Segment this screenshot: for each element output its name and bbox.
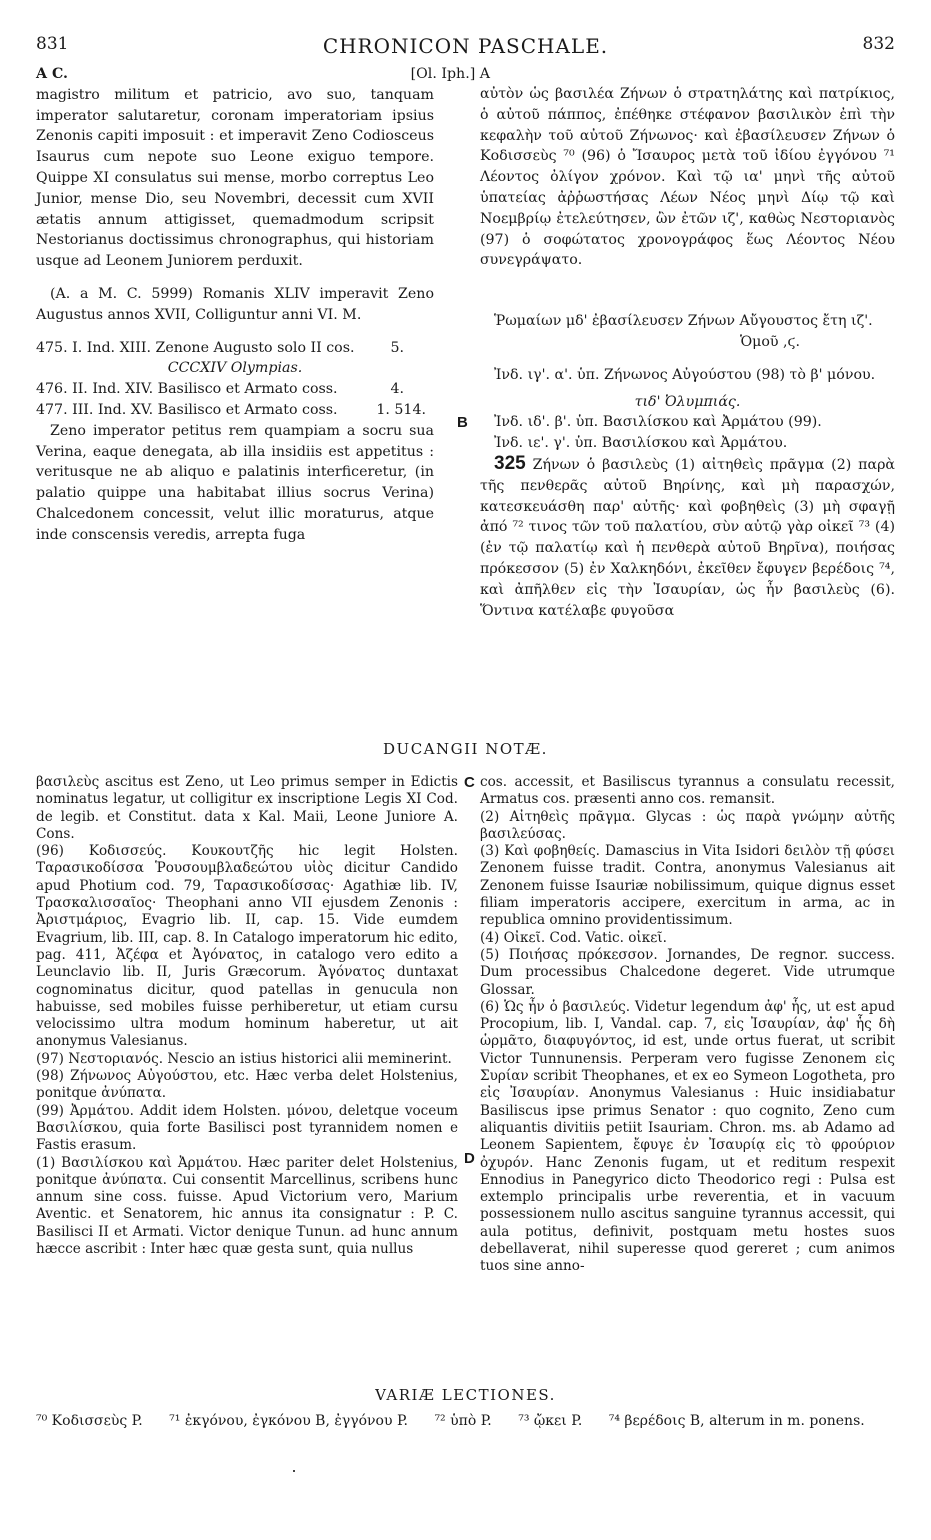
variant-reading: ⁷² ὑπὸ P. [434, 1413, 492, 1429]
latin-entry-2 [36, 379, 434, 400]
column-tag-olympiad: [Ol. Iph.] A [410, 66, 490, 82]
latin-entry-1 [36, 338, 434, 359]
note-paragraph: (6) Ὡς ἦν ὁ βασιλεύς. Videtur legendum ἀφ' ἧς, ut est apud Procopium, lib. I, Vandal. cap. 7, εἰς Ἰσαυρίαν, ἀφ' ἧς δὴ ὡρμᾶτο, διαφυγόντος, id est, unde ortus fuerat, ut scribit Victor Tunnunensis. Perperam vero fugisse Zenonem εἰς Συρίαν scribit Theophanes, et ex eo Symeon Logotheta, pro εἰς Ἰσαυρίαν. Anonymus Valesianus : Huic insidiabatur Basiliscus ipse primus Senator : quo cognito, Zeno cum aliquantis divitiis petiit Isauriam. Chron. ms. ab Adamo ad Leonem Sapientem, ἔφυγε ἐν Ἰσαυρίᾳ εἰς τὸ φρούριον ὀχυρόν. Hanc Zenonis fugam, ut et reditum respexit Ennodius in Panegyrico dicto Theodorico regi : Pulsa est extemplo principalis urbe reverentia, et in vacuum possessionem nullo ascitus sanguine tyrannus accessit, qui aula potitus, definivit, postquam metu hostes suos debellaverat, nihil superesse quod gereret ; cum animos tuos sine anno- [480, 998, 895, 1275]
margin-marker-b: B [457, 414, 468, 431]
greek-paragraph-3 [480, 454, 895, 621]
greek-paragraph-1: αὐτὸν ὡς βασιλέα Ζήνων ὁ στρατηλάτης καὶ πατρίκιος, ὁ αὐτοῦ πάππος, ἐπέθηκε στέφανον βασιλικὸν ἐπὶ τὴν κεφαλὴν τοῦ αὐτοῦ Ζήνωνος· καὶ ἐβασίλευσεν Ζήνων ὁ Κοδισσεὺς ⁷⁰ (96) ὁ Ἴσαυρος μετὰ τοῦ ἰδίου ἐγγόνου ⁷¹ Λέοντος ὀλίγον χρόνον. Καὶ τῷ ια' μηνὶ τῆς αὐτοῦ ὑπατείας ἀῤῥωστήσας Λέων Νέος μηνὶ Δίῳ τῷ καὶ Νοεμβρίῳ ἐτελεύτησεν, ὢν ἐτῶν ιζ', καθὼς Νεστοριανὸς (97) ὁ σοφώτατος χρονογράφος ἕως Λέοντος Νέου συνεγράψατο. [480, 86, 895, 269]
page-number-right: 832 [862, 34, 895, 54]
print-speck [293, 1470, 295, 1472]
note-paragraph: (1) Βασιλίσκου καὶ Ἀρμάτου. Hæc pariter delet Holstenius, ponitque ἀνύπατα. Cui consentit Marcellinus, scribens hunc annum sine coss. fuisse. Apud Victorium vero, Marium Aventic. et Senatorem, hic annus ita consignatur : P. C. Basilisci II et Armati. Victor denique Tunun. ad hunc annum hæcce ascribit : Inter hæc quæ gesta sunt, quia nullus [36, 1154, 458, 1258]
running-header [36, 34, 895, 60]
variae-lectiones [36, 1412, 895, 1431]
ducangii-title: DUCANGII NOTÆ. [383, 740, 548, 758]
greek-olympias: τιδ' Ὀλυμπιάς. [634, 393, 741, 410]
greek-entry-2: Ἰνδ. ιδ'. β'. ὑπ. Βασιλίσκου καὶ Ἀρμάτου (99). [494, 414, 822, 431]
greek-paragraph-2: Ῥωμαίων μδ' ἐβασίλευσεν Ζήνων Αὔγουστος ἔτη ιζ'. [494, 313, 873, 330]
latin-entry-num: 4. [390, 381, 404, 398]
note-paragraph: (3) Καὶ φοβηθείς. Damascius in Vita Isidori δειλὸν τῇ φύσει Zenonem fuisse tradit. Contra, anonymus Valesianus ait Zenonem fuisse Isauriæ nobilissimum, quique dignus esset filiam imperatoris accipere, exercitum in arma, ac in republica omnino providentissimum. [480, 843, 895, 929]
note-paragraph: (99) Ἀρμάτου. Addit idem Holsten. μόνου, deletque voceum Βασιλίσκου, quia forte Basilisci post tyrannidem nomen e Fastis erasum. [36, 1102, 458, 1154]
margin-marker-c: C [464, 774, 475, 791]
latin-paragraph-1: magistro militum et patricio, avo suo, tanquam imperator salutaretur, coronam imperatoriam ipsius Zenonis capiti imposuit : et imperavit Zeno Codiosceus Isaurus cum nepote suo Leone exiguo tempore. Quippe XI consulatus sui mense, morbo correptus Leo Junior, mense Dio, seu Novembri, decessit cum XVII ætatis annum attigisset, quemadmodum scripsit Nestorianus doctissimus chronographus, qui historiam usque ad Leonem Juniorem perduxit. [36, 86, 434, 270]
notes-right-column [480, 774, 895, 1276]
column-tag-ac: A C. [36, 66, 68, 82]
greek-entry-1: Ἰνδ. ιγ'. α'. ὑπ. Ζήνωνος Αὐγούστου (98) τὸ β' μόνου. [494, 366, 876, 383]
column-tags [36, 64, 490, 85]
latin-entry-num: 1. 514. [376, 401, 426, 418]
note-paragraph: (2) Αἰτηθεὶς πρᾶγμα. Glycas : ὡς παρὰ γνώμην αὐτῆς βασιλεύσας. [480, 808, 895, 842]
variant-reading: ⁷⁴ βερέδοις B, alterum in m. ponens. [608, 1413, 865, 1429]
latin-entry-text: 477. III. Ind. XV. Basilisco et Armato coss. [36, 401, 338, 418]
latin-entry-text: 476. II. Ind. XIV. Basilisco et Armato coss. [36, 381, 338, 398]
note-paragraph: (4) Οἰκεῖ. Cod. Vatic. οἰκεῖ. [480, 929, 667, 946]
latin-entry-3 [36, 400, 434, 421]
variae-title: VARIÆ LECTIONES. [375, 1386, 556, 1404]
latin-paragraph-3: Zeno imperator petitus rem quampiam a socru sua Verina, eaque denegata, ab illa insidiis est appetitus : veritusque ne ab aliquo e palatinis interficeretur, (in palatio quippe una habitabat illius socrus Verina) Chalcedonem concessit, velut illic moraturus, atque inde conscensis veredis, arrepta fuga [36, 422, 434, 543]
note-paragraph: (97) Νεστοριανός. Nescio an istius historici alii meminerint. [36, 1050, 452, 1067]
note-paragraph: cos. accessit, et Basiliscus tyrannus a consulatu recessit, Armatus cos. præsenti anno cos. remansit. [480, 774, 895, 808]
greek-column [480, 64, 895, 621]
note-paragraph: (5) Ποιήσας πρόκεσσον. Jornandes, De regnor. success. Dum processibus Chalcedone degeret. Vide utrumque Glossar. [480, 946, 895, 998]
variant-reading: ⁷⁰ Κοδισσεὺς P. [36, 1413, 143, 1429]
note-paragraph: (96) Κοδισσεύς. Κουκουτζῆς hic legit Holsten. Ταρασικοδίσσα Ῥουσουμβλαδεώτου υἱὸς dicitur Candido apud Photium cod. 79, Ταρασικοδίσσας· Agathiæ lib. IV, Τρασκαλισσαῖος· Theophani anno VII ejusdem Zenonis : Ἀριστμάριος, Evagrio lib. II, cap. 15. Vide eumdem Evagrium, lib. III, cap. 8. In Catalogo imperatorum hic edito, pag. 411, Ἀζέφα et Ἀγόνατος, in catalogo vero edito a Leunclavio lib. II, Juris Græcorum. Ἀγόνατος duntaxat cognominatus dicitur, quod patellas in genucula non habuisse, sed mobiles fuisse perhiberetur, ut etiam cursu velocissimo ultra modum hominum haberetur, ut ait anonymus Valesianus. [36, 843, 458, 1050]
page-number-left: 831 [36, 34, 69, 54]
latin-olympias: CCCXIV Olympias. [167, 360, 303, 377]
greek-entry-3: Ἰνδ. ιε'. γ'. ὑπ. Βασιλίσκου καὶ Ἀρμάτου. [494, 435, 788, 452]
latin-column [36, 64, 490, 546]
running-title: CHRONICON PASCHALE. [322, 34, 609, 58]
latin-paragraph-2: (A. a M. C. 5999) Romanis XLIV imperavit Zeno Augustus annos XVII, Colliguntur anni VI. M. [36, 285, 434, 323]
greek-paragraph-3-text: Ζήνων ὁ βασιλεὺς (1) αἰτηθεὶς πρᾶγμα (2) παρὰ τῆς πενθερᾶς αὐτοῦ Βηρίνης, καὶ μὴ παρασχών, κατεσκευάσθη παρ' αὐτῆς· καὶ φοβηθεὶς (3) μὴ σφαγῇ ἀπό ⁷² τινος τῶν τοῦ παλατίου, σὺν αὐτῷ γὰρ οἰκεῖ ⁷³ (4) (ἐν τῷ παλατίῳ καὶ ἡ πενθερὰ αὐτοῦ Βηρῖνα), ποιήσας πρόκεσσον (5) ἐν Χαλκηδόνι, ἐκεῖθεν ἔφυγεν βερέδοις ⁷⁴, καὶ ἀπῆλθεν εἰς τὴν Ἰσαυρίαν, ὡς ἦν βασιλεὺς (6). Ὅντινα κατέλαβε φυγοῦσα [480, 456, 895, 619]
variant-reading: ⁷³ ᾤκει P. [518, 1413, 583, 1429]
note-paragraph: βασιλεὺς ascitus est Zeno, ut Leo primus semper in Edictis nominatus legatur, ut colligitur ex inscriptione Legis XI Cod. de legib. et Constitut. data x Kal. Maii, Leone Juniore A. Cons. [36, 774, 458, 842]
section-number: 325 [494, 452, 526, 474]
notes-left-column [36, 774, 458, 1258]
greek-paragraph-2-num: Ὁμοῦ ,ϛ. [739, 333, 800, 350]
latin-entry-num: 5. [390, 339, 404, 356]
variant-reading: ⁷¹ ἐκγόνου, ἐγκόνου B, ἐγγόνου P. [169, 1413, 408, 1429]
latin-entry-text: 475. I. Ind. XIII. Zenone Augusto solo II cos. [36, 339, 355, 356]
note-paragraph: (98) Ζήνωνος Αὐγούστου, etc. Hæc verba delet Holstenius, ponitque ἀνύπατα. [36, 1068, 458, 1102]
margin-marker-d: D [464, 1150, 475, 1167]
